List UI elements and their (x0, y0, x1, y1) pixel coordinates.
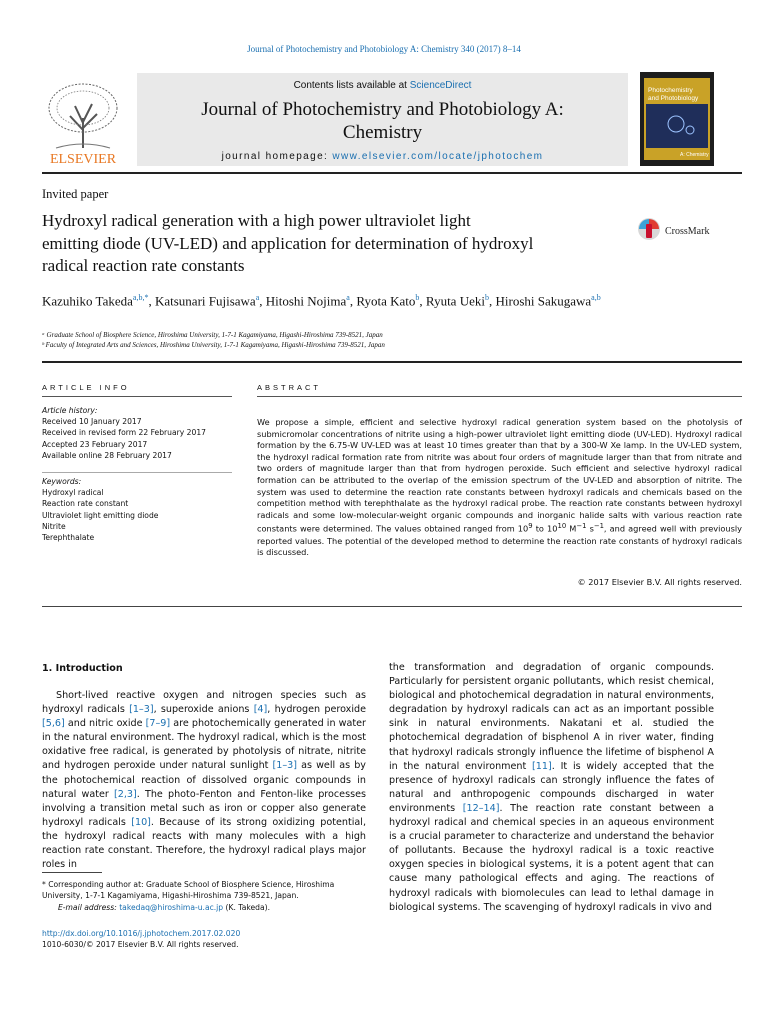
author-separator: , (349, 293, 357, 309)
contents-line (137, 80, 628, 91)
body-text: . Because of its strong oxidizing potential, the hydroxyl radical reacts with many molecules with a high reaction rate constant. Therefore, the hydroxyl radical plays major roles in (42, 816, 366, 871)
author-name[interactable]: Kazuhiko Takeda (42, 293, 133, 309)
front-matter-divider (42, 361, 742, 363)
citation-link[interactable]: [7–9] (145, 718, 171, 730)
abstract-copyright: © 2017 Elsevier B.V. All rights reserved. (577, 577, 742, 587)
article-type: Invited paper (42, 187, 109, 201)
sciencedirect-link[interactable]: ScienceDirect (409, 80, 472, 91)
citation-link[interactable]: [12–14] (462, 802, 500, 814)
author-name[interactable]: Ryota Kato (356, 293, 416, 309)
keyword: Nitrite (42, 521, 66, 531)
crossmark-label: CrossMark (665, 226, 710, 237)
publisher-name: ELSEVIER (49, 152, 117, 166)
email-label: E-mail address: (58, 903, 120, 912)
crossmark-icon (637, 214, 727, 244)
affiliation-a: ᵃ Graduate School of Biosphere Science, Hiroshima University, 1-7-1 Kagamiyama, Higashi-Hiroshima 739-8521, Japan (42, 331, 383, 339)
homepage-prefix: journal homepage: (221, 151, 333, 162)
author-name[interactable]: Hitoshi Nojima (265, 293, 347, 309)
doi-text[interactable]: http://dx.doi.org/10.1016/j.jphotochem.2017.02.020 (42, 929, 241, 938)
author-list (42, 288, 642, 311)
abstract-part: We propose a simple, efficient and selective hydroxyl radical generation system based on the photolysis of submicromolar concentrations of nitrite using a high-power ultraviolet light emitting diode (UV-LED). Hydroxyl radical formation by the 6.75-W UV-LED was at least 10 times greater than that by a 300-W Xe lamp. In the UV-LED system, the hydroxyl radical formation rate from nitrite was about four orders of magnitude larger than that from nitrate and two orders of magnitude larger than that from hydrogen peroxide. Such efficient and selective hydroxyl radical formation can be attributed to the overlap of the emission spectrum of the UV-LED and absorption of nitrite. The system was used to determine the reaction rate constants between hydroxyl radicals and chemicals based on the competition method with terephthalate as the hydroxyl radical probe. The reaction rate constants between hydroxyl radicals and some low-molecular-weight organic compounds and inorganic halide salts with various reaction rate constants were determined. The values obtained ranged from 10 (257, 417, 742, 535)
exponent: 10 (557, 522, 567, 531)
journal-cover-image (640, 72, 714, 166)
email-suffix: (K. Takeda). (223, 903, 270, 912)
keywords-rule (42, 472, 232, 473)
journal-title-line1: Journal of Photochemistry and Photobiology A: (201, 99, 564, 120)
cover-title-line1: Photochemistry (648, 87, 693, 94)
history-label: Article history: (42, 406, 98, 415)
author-separator: , (419, 293, 426, 309)
citation-link[interactable]: [2,3] (114, 788, 137, 800)
citation-link[interactable]: [4] (253, 704, 268, 716)
keyword: Hydroxyl radical (42, 488, 104, 498)
citation-link[interactable]: [1–3] (129, 704, 154, 716)
body-text: . The reaction rate constant between a hydroxyl radical and chemical species in an aqueous environment is a crucial parameter to characterize and understand the behavior of pollutants. Because the hydroxyl radical is a toxic reactive oxygen species in biological systems, it is a potent agent that can cause many pathological effects and aging. The reactions of hydroxyl radicals with biomolecules can lead to lethal damage in biological systems. The scavenging of hydroxyl radicals in vivo and (389, 802, 714, 913)
tree-icon (42, 78, 124, 166)
citation-link[interactable]: [10] (131, 816, 151, 828)
abstract-text (257, 417, 742, 559)
cover-title-line2: and Photobiology (648, 95, 699, 102)
affiliation-b: ᵇ Faculty of Integrated Arts and Sciences, Hiroshima University, 1-7-1 Kagamiyama, Higashi-Hiroshima 739-8521, Japan (42, 341, 385, 349)
header-divider (42, 172, 742, 174)
article-info-heading: ARTICLE INFO (42, 383, 130, 392)
title-line2: emitting diode (UV-LED) and application for determination of hydroxyl (42, 233, 534, 253)
body-text: , superoxide anions (153, 704, 254, 716)
intro-right-column (389, 661, 714, 915)
title-line1: Hydroxyl radical generation with a high power ultraviolet light (42, 211, 471, 230)
history-accepted: Accepted 23 February 2017 (42, 439, 148, 449)
body-text: . The photo-Fenton and Fenton-like processes involving a transition metal such as iron or copper also generate hydroxyl radicals (42, 788, 366, 828)
body-text: are photochemically generated in water in the natural environment. The hydroxyl radical, which is the most oxidative free radical, is generated by photolysis of nitrate, nitrite and hydrogen peroxide under natural sunlight (42, 718, 366, 772)
author-affiliation-marker[interactable]: a (255, 293, 260, 302)
title-line3: radical reaction rate constants (42, 256, 245, 275)
issn-line: 1010-6030/© 2017 Elsevier B.V. All rights reserved. (42, 940, 239, 949)
keywords (42, 476, 242, 543)
body-text: . It is widely accepted that the presence of hydroxyl radicals can strongly influence the fates of natural and anthropogenic compounds discharged in water environments (389, 760, 715, 814)
body-text: Short-lived reactive oxygen and nitrogen species such as hydroxyl radicals (42, 690, 366, 716)
elsevier-logo (42, 78, 124, 166)
journal-reference[interactable]: Journal of Photochemistry and Photobiology A: Chemistry 340 (2017) 8–14 (247, 44, 521, 54)
history-received: Received 10 January 2017 (42, 417, 142, 427)
author-affiliation-marker[interactable]: a (346, 293, 350, 302)
keywords-label: Keywords: (42, 477, 82, 486)
body-text: as well as by the photochemical reaction of dissolved organic compounds in natural water (42, 760, 366, 800)
abstract-part: to 10 (532, 524, 558, 535)
keyword: Ultraviolet light emitting diode (42, 510, 159, 520)
author-separator: , (488, 293, 496, 309)
email-link[interactable]: takedaq@hiroshima-u.ac.jp (119, 903, 224, 912)
exponent: −1 (593, 522, 604, 531)
body-text: and nitric oxide (64, 718, 146, 730)
section-heading-introduction: 1. Introduction (42, 663, 123, 674)
abstract-part: , and agreed well with previously reported values. The potential of the developed method to determine the reaction rate constants of hydroxyl radicals is discussed. (257, 524, 742, 558)
author-name[interactable]: Katsunari Fujisawa (154, 293, 256, 309)
journal-title-line2: Chemistry (342, 122, 423, 143)
abstract-divider (42, 606, 742, 607)
author-separator: , (148, 293, 155, 309)
journal-homepage (137, 151, 628, 162)
homepage-link[interactable]: www.elsevier.com/locate/jphotochem (332, 151, 544, 162)
abstract-heading: ABSTRACT (257, 383, 322, 392)
citation-link[interactable]: [1–3] (272, 760, 298, 772)
journal-cover[interactable] (640, 72, 714, 166)
crossmark-badge[interactable] (637, 214, 727, 244)
citation-link[interactable]: [5,6] (42, 718, 65, 730)
citation-link[interactable]: [11] (532, 760, 552, 772)
author-affiliation-marker[interactable]: a,b,* (132, 293, 149, 302)
intro-left-column (42, 689, 366, 872)
keyword: Terephthalate (42, 533, 95, 543)
abstract-part: s (586, 524, 594, 535)
abstract-part: M (566, 524, 577, 535)
keyword: Reaction rate constant (42, 499, 129, 509)
author-affiliation-marker[interactable]: b (415, 293, 420, 302)
history-revised: Received in revised form 22 February 2017 (42, 428, 206, 438)
contents-prefix: Contents lists available at (293, 80, 410, 91)
author-affiliation-marker[interactable]: b (484, 293, 489, 302)
journal-title (137, 98, 628, 144)
body-text: , hydrogen peroxide (267, 704, 366, 716)
article-history (42, 405, 242, 461)
corresponding-author-note: * Corresponding author at: Graduate School of Biosphere Science, Hiroshima University, 1-7-1 Kagamiyama, Higashi-Hiroshima 739-8521, Japan. (42, 880, 335, 900)
footnote-rule (42, 872, 102, 873)
doi-link[interactable] (42, 928, 368, 939)
author-name[interactable]: Hiroshi Sakugawa (495, 293, 592, 309)
cover-subtitle: A: Chemistry (680, 152, 709, 158)
author-affiliation-marker[interactable]: a,b (591, 293, 601, 302)
author-separator: , (259, 293, 266, 309)
abstract-rule (257, 396, 742, 397)
article-info-rule (42, 396, 232, 397)
email-note (42, 902, 384, 913)
author-name[interactable]: Ryuta Ueki (425, 293, 485, 309)
exponent: 9 (528, 522, 533, 531)
body-text: the transformation and degradation of organic compounds. Particularly for persistent organic pollutants, which resist chemical, biological and photochemical degradation in natural environments, degradation by hydroxyl radicals can act as an important possible sink in natural environments. Nakatani et al. studied the photochemical degradation of bisphenol A in river water, finding that hydroxyl radicals strongly influence the lifetime of bisphenol A in the natural environment (389, 662, 714, 772)
history-online: Available online 28 February 2017 (42, 450, 172, 460)
exponent: −1 (576, 522, 587, 531)
article-title (42, 210, 632, 278)
